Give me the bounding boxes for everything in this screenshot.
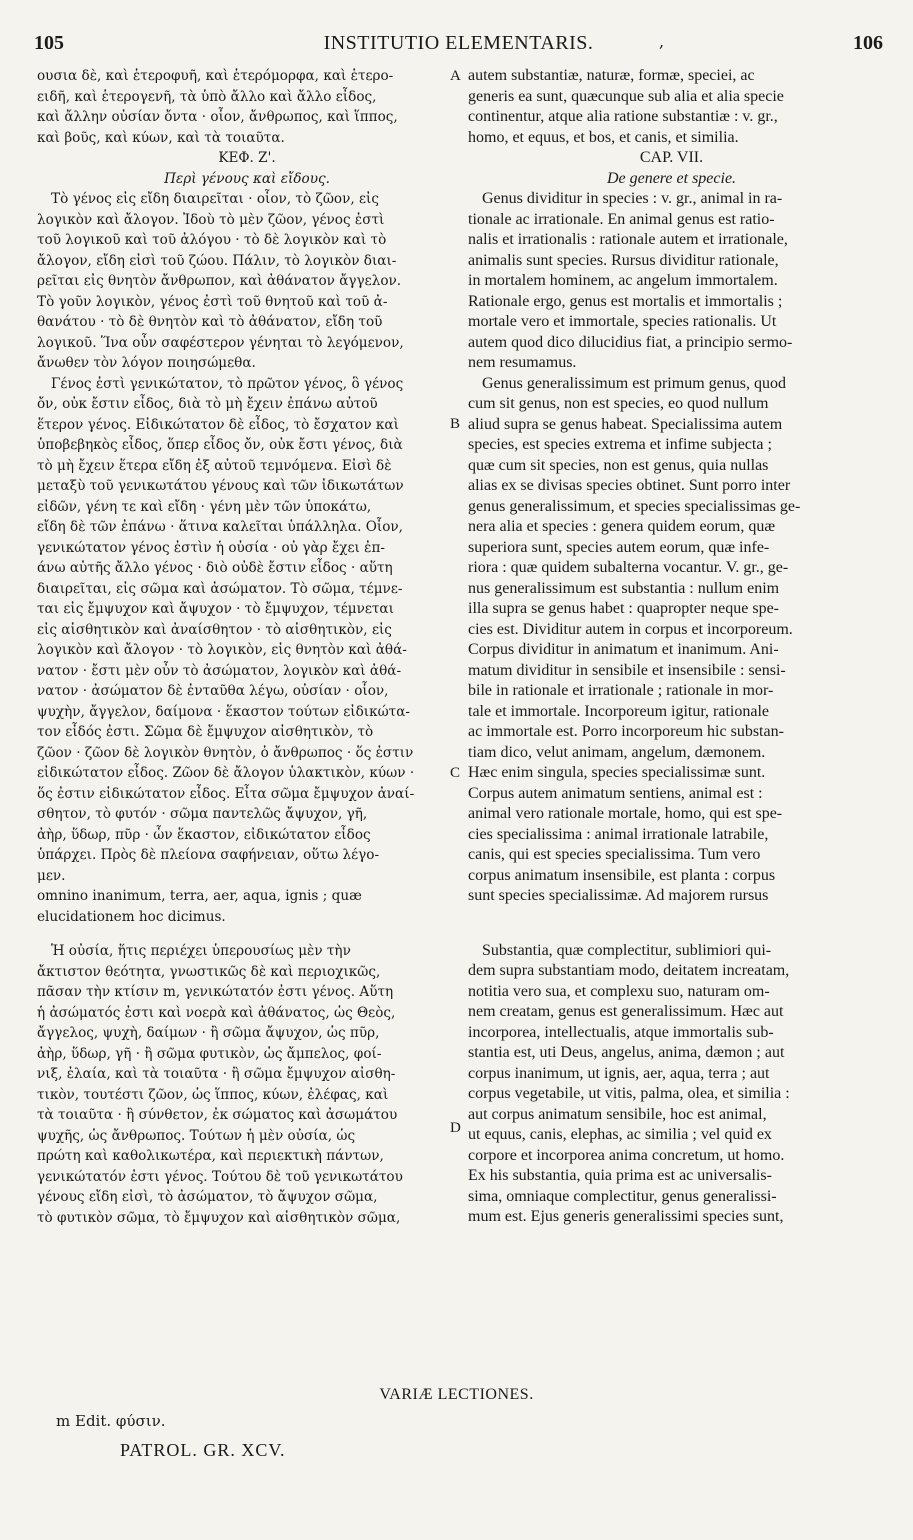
latin-column: [468, 66, 875, 1228]
greek-line: εἰδῶν, γένη τε καὶ εἴδη · γένη μὲν τῶν ὑποκάτω,: [37, 498, 372, 515]
greek-line: Ἡ οὐσία, ἥτις περιέχει ὑπερουσίως μὲν τὴν: [51, 943, 351, 959]
latin-line: Genus generalissimum est primum genus, quod: [482, 374, 786, 392]
latin-line: ut equus, canis, elephas, ac similia ; vel quid ex: [468, 1126, 772, 1143]
greek-line: καὶ βοῦς, καὶ κύων, καὶ τὰ τοιαῦτα.: [37, 129, 285, 146]
latin-line: quæ cum sit species, non est genus, quia nullas: [468, 456, 769, 474]
greek-line: νατον · ἀσώματον δὲ ἐνταῦθα λέγω, οὐσίαν · οἷον,: [37, 683, 389, 699]
latin-line: genus generalissimum, et species specialissimas ge-: [468, 497, 801, 515]
greek-line: μεν.: [37, 867, 66, 884]
latin-line: nem creatam, genus est generalissimum. Hæc aut: [468, 1003, 784, 1020]
latin-line: corpus animatum insensibile, est planta : corpus: [468, 866, 776, 884]
top-mark: ,: [659, 32, 665, 51]
greek-line: σθητον, τὸ φυτόν · σῶμα παντελῶς ἄψυχον, γῆ,: [37, 806, 368, 822]
greek-line: τὸ φυτικὸν σῶμα, τὸ ἔμψυχον καὶ αἰσθητικὸν σῶμα,: [37, 1209, 401, 1226]
margin-marker-b: B: [450, 416, 461, 432]
greek-chapter-subheading: Περὶ γένους καὶ εἴδους.: [164, 170, 330, 187]
latin-line: generis ea sunt, quæcunque sub alia et alia specie: [468, 87, 784, 105]
running-title: INSTITUTIO ELEMENTARIS.: [323, 32, 594, 54]
latin-line: notitia vero sua, et complexu suo, naturam om-: [468, 982, 770, 1000]
latin-line: sunt species specialissimæ. Ad majorem rursus: [468, 887, 769, 904]
latin-line: aut corpus animatum sensibile, hoc est animal,: [468, 1105, 767, 1123]
greek-line: τον εἶδός ἐστι. Σῶμα δὲ ἔμψυχον αἰσθητικὸν, τὸ: [37, 724, 374, 740]
latin-line: Corpus autem animatum sentiens, animal est :: [468, 784, 763, 802]
latin-line: alias ex se divisas species obtinet. Sunt porro inter: [468, 477, 791, 494]
variae-lectiones-heading: VARIÆ LECTIONES.: [379, 1386, 534, 1403]
greek-line: νατον · ἔστι μὲν οὖν τὸ ἀσώματον, λογικὸν καὶ ἀθά-: [37, 662, 402, 679]
greek-line: μεταξὺ τοῦ γενικωτάτου γένους καὶ τῶν ἰδικωτάτων: [37, 478, 404, 494]
latin-line: Corpus dividitur in animatum et inanimum. Ani-: [468, 641, 779, 658]
latin-line: homo, et equus, et bos, et canis, et similia.: [468, 128, 739, 146]
greek-line: ἄνωθεν τὸν λόγον ποιησώμεθα.: [37, 355, 256, 371]
latin-line: mum est. Ejus generis generalissimi species sunt,: [468, 1208, 784, 1225]
greek-line: τοῦ λογικοῦ καὶ τοῦ ἀλόγου · τὸ δὲ λογικὸν καὶ τὸ: [37, 232, 387, 248]
latin-line: in mortalem hominem, ac angelum immortalem.: [468, 272, 778, 289]
latin-line: animal vero rationale mortale, homo, qui est spe-: [468, 805, 783, 822]
greek-line: Γένος ἐστὶ γενικώτατον, τὸ πρῶτον γένος, ὃ γένος: [51, 375, 404, 392]
greek-line: τὸ μὴ ἔχειν ἕτερα εἴδη ἐξ αὐτοῦ τεμνόμενα. Εἰσὶ δὲ: [37, 457, 392, 474]
greek-line: γένους εἴδη εἰσὶ, τὸ ἀσώματον, τὸ ἄψυχον σῶμα,: [37, 1189, 378, 1205]
greek-line: ψυχὴν, ἄγγελον, δαίμονα · ἕκαστον τούτων εἰδικώτα-: [37, 703, 410, 720]
latin-line: Hæc enim singula, species specialissimæ sunt.: [468, 764, 766, 781]
latin-line: cies est. Dividitur autem in corpus et incorporeum.: [468, 620, 793, 638]
latin-line: corpus inanimum, ut ignis, aer, aqua, terra ; aut: [468, 1064, 770, 1082]
greek-line: ρεῖται εἰς θνητὸν ἄνθρωπον, καὶ ἀθάνατον ἄγγελον.: [37, 273, 402, 289]
footnote: m Edit. φύσιν.: [56, 1412, 166, 1430]
greek-line: Τὸ γοῦν λογικὸν, γένος ἐστὶ τοῦ θνητοῦ καὶ τοῦ ἀ-: [37, 293, 388, 310]
latin-line: nalis et irrationalis : rationale autem et irrationale,: [468, 231, 788, 248]
greek-line: ὄν, οὐκ ἔστιν εἶδος, διὰ τὸ μὴ ἔχειν ἐπάνω αὐτοῦ: [37, 396, 378, 412]
latin-spill-line: omnino inanimum, terra, aer, aqua, ignis ; quæ: [37, 888, 362, 904]
greek-line: νιξ, ἐλαία, καὶ τὰ τοιαῦτα · ἢ σῶμα ἔμψυχον αἰσθη-: [37, 1066, 396, 1082]
latin-line: dem supra substantiam modo, deitatem increatam,: [468, 962, 790, 979]
greek-line: άνω αὐτῆς ἄλλο γένος · διὸ οὐδὲ ἔστιν εἶδος · αὕτη: [37, 560, 393, 576]
greek-line: τικὸν, τουτέστι ζῶον, ὡς ἵππος, κύων, ἐλέφας, καὶ: [37, 1086, 389, 1103]
latin-line: aliud supra se genus habeat. Specialissima autem: [468, 415, 783, 433]
greek-line: γενικώτατόν ἐστι γένος. Τούτου δὲ τοῦ γενικωτάτου: [37, 1168, 403, 1185]
latin-line: species, est species extrema et infime subjecta ;: [468, 436, 772, 453]
latin-line: tionale ac irrationale. En animal genus est ratio-: [468, 210, 775, 228]
greek-line: ἀὴρ, ὕδωρ, γῆ · ἢ σῶμα φυτικὸν, ὡς ἄμπελος, φοί-: [37, 1045, 382, 1062]
latin-line: animalis sunt species. Rursus dividitur rationale,: [468, 251, 779, 269]
latin-line: ac immortale est. Porro incorporeum hic substan-: [468, 723, 784, 740]
latin-line: nera alia et species : genera quidem eorum, quæ: [468, 518, 775, 535]
latin-line: mortale vero et immortale, species rationalis. Ut: [468, 313, 777, 330]
greek-line: ουσια δὲ, καὶ ἑτεροφυῆ, καὶ ἑτερόμορφα, καὶ ἑτερο-: [37, 68, 394, 84]
patrol-signature: PATROL. GR. XCV.: [120, 1440, 286, 1460]
latin-line: incorporea, intellectualis, atque immortalis sub-: [468, 1023, 774, 1041]
greek-line: λογικὸν καὶ ἄλογον. Ἰδοὺ τὸ μὲν ζῶον, γένος ἐστὶ: [37, 211, 385, 228]
greek-column: [37, 66, 457, 1228]
greek-line: ψυχῆς, ὡς ἄνθρωπος. Τούτων ἡ μὲν οὐσία, ὡς: [37, 1127, 356, 1144]
latin-line: illa supra se genus habet : quapropter neque spe-: [468, 600, 780, 617]
latin-line: stantia est, uti Deus, angelus, anima, dæmon ; aut: [468, 1044, 785, 1061]
greek-line: τὰ τοιαῦτα · ἢ σύνθετον, ἐκ σώματος καὶ ἀσωμάτου: [37, 1107, 398, 1123]
latin-spill-line: elucidationem hoc dicimus.: [37, 908, 226, 925]
greek-line: ται εἰς ἔμψυχον καὶ ἄψυχον · τὸ ἔμψυχον, τέμνεται: [37, 601, 394, 617]
greek-line: λογικοῦ. Ἵνα οὖν σαφέστερον γένηται τὸ λεγόμενον,: [37, 334, 404, 351]
latin-line: Genus dividitur in species : v. gr., animal in ra-: [482, 190, 783, 207]
greek-line: ἕτερον γένος. Εἰδικώτατον δὲ εἶδος, τὸ ἔσχατον καὶ: [37, 416, 399, 433]
latin-line: cum sit genus, non est species, eo quod nullum: [468, 395, 769, 412]
latin-line: nus generalissimum est substantia : nullum enim: [468, 579, 780, 597]
latin-line: Substantia, quæ complectitur, sublimiori qui-: [482, 941, 772, 959]
greek-line: ὑποβεβηκὸς εἶδος, ὅπερ εἶδος ὄν, οὐκ ἔστι γένος, διὰ: [37, 437, 403, 453]
latin-line: bile in rationale et irrationale ; rationale in mor-: [468, 682, 774, 699]
latin-line: autem quod dico dilucidius fiat, a principio sermo-: [468, 333, 793, 351]
greek-line: ὑπάρχει. Πρὸς δὲ πλείονα σαφήνειαν, οὕτω λέγο-: [37, 847, 380, 863]
latin-chapter-subheading: De genere et specie.: [606, 169, 737, 187]
margin-marker-d: D: [450, 1120, 461, 1136]
latin-line: Rationale ergo, genus est mortalis et immortalis ;: [468, 292, 783, 310]
left-page-number: 105: [34, 32, 64, 54]
greek-line: ζῶον · ζῶον δὲ λογικὸν θνητὸν, ὁ ἄνθρωπος · ὅς ἐστιν: [37, 744, 414, 761]
latin-line: corpore et incorporea anima concretum, ut homo.: [468, 1146, 785, 1164]
greek-line: καὶ ἄλλην οὐσίαν ὄντα · οἷον, ἄνθρωπος, καὶ ἵππος,: [37, 109, 398, 125]
greek-line: ἡ ἀσώματός ἐστι καὶ νοερὰ καὶ ἀθάνατος, ὡς Θεὸς,: [37, 1004, 396, 1021]
greek-line: ἀὴρ, ὕδωρ, πῦρ · ὧν ἕκαστον, εἰδικώτατον εἶδος: [37, 826, 371, 843]
margin-marker-c: C: [450, 765, 461, 781]
latin-line: riora : quæ quidem subalterna vocantur. V. gr., ge-: [468, 559, 789, 576]
greek-line: εἰδικώτατον εἶδος. Ζῶον δὲ ἄλογον ὑλακτικὸν, κύων ·: [37, 765, 415, 781]
greek-line: θανάτου · τὸ δὲ θνητὸν καὶ τὸ ἀθάνατον, εἴδη τοῦ: [37, 314, 383, 330]
greek-line: λογικὸν καὶ ἄλογον · τὸ λογικὸν, εἰς θνητὸν καὶ ἀθά-: [37, 642, 407, 658]
greek-line: ἄγγελος, ψυχὴ, δαίμων · ἢ σῶμα ἄψυχον, ὡς πῦρ,: [37, 1025, 380, 1041]
latin-line: Ex his substantia, quia prima est ac universalis-: [468, 1167, 772, 1184]
greek-line: πᾶσαν τὴν κτίσιν m, γενικώτατόν ἐστι γένος. Αὕτη: [37, 984, 394, 1000]
page-header: [34, 32, 883, 62]
margin-marker-a: A: [450, 68, 461, 84]
greek-line: πρώτη καὶ καθολικωτέρα, καὶ περιεκτικὴ πάντων,: [37, 1148, 384, 1164]
latin-line: cies specialissima : animal irrationale latrabile,: [468, 825, 769, 843]
latin-line: matum dividitur in sensibile et insensibile : sensi-: [468, 661, 786, 679]
latin-chapter-heading: CAP. VII.: [639, 149, 704, 166]
greek-line: εἰς αἰσθητικὸν καὶ ἀναίσθητον · τὸ αἰσθητικὸν, εἰς: [37, 621, 392, 638]
greek-line: ειδῆ, καὶ ἑτερογενῆ, τὰ ὑπὸ ἄλλο καὶ ἄλλο εἶδος,: [37, 88, 377, 105]
greek-line: εἴδη δὲ τῶν ἐπάνω · ἅτινα καλεῖται ὑπάλληλα. Οἷον,: [37, 519, 403, 535]
greek-line: ἄλογον, εἴδη εἰσὶ τοῦ ζώου. Πάλιν, τὸ λογικὸν διαι-: [37, 252, 397, 269]
greek-line: ὅς ἐστιν εἰδικώτατον εἶδος. Εἶτα σῶμα ἔμψυχον ἀναί-: [37, 785, 415, 802]
greek-line: γενικώτατον γένος ἐστὶν ἡ οὐσία · οὐ γὰρ ἔχει ἐπ-: [37, 539, 385, 556]
latin-line: superiora sunt, species autem eorum, quæ infe-: [468, 538, 770, 556]
latin-line: autem substantiæ, naturæ, formæ, speciei, ac: [468, 67, 755, 84]
latin-line: corpus vegetabile, ut vitis, palma, olea, et similia :: [468, 1085, 790, 1102]
latin-line: tiam dico, velut animam, angelum, dæmonem.: [468, 743, 766, 761]
latin-line: sima, omniaque complectitur, genus generalissi-: [468, 1187, 777, 1205]
greek-line: ἄκτιστον θεότητα, γνωστικῶς δὲ καὶ περιοχικῶς,: [37, 963, 381, 980]
greek-chapter-heading: ΚΕΦ. Ζ'.: [218, 150, 276, 166]
greek-line: διαιρεῖται, εἰς σῶμα καὶ ἀσώματον. Τὸ σῶμα, τέμνε-: [37, 580, 403, 597]
latin-line: nem resumamus.: [468, 354, 577, 371]
latin-line: tale et immortale. Incorporeum igitur, rationale: [468, 702, 770, 720]
latin-line: continentur, atque alia ratione substantiæ : v. gr.,: [468, 108, 778, 125]
right-page-number: 106: [853, 32, 883, 54]
greek-line: Τὸ γένος εἰς εἴδη διαιρεῖται · οἷον, τὸ ζῶον, εἰς: [51, 191, 379, 207]
latin-line: canis, qui est species specialissima. Tum vero: [468, 846, 761, 863]
